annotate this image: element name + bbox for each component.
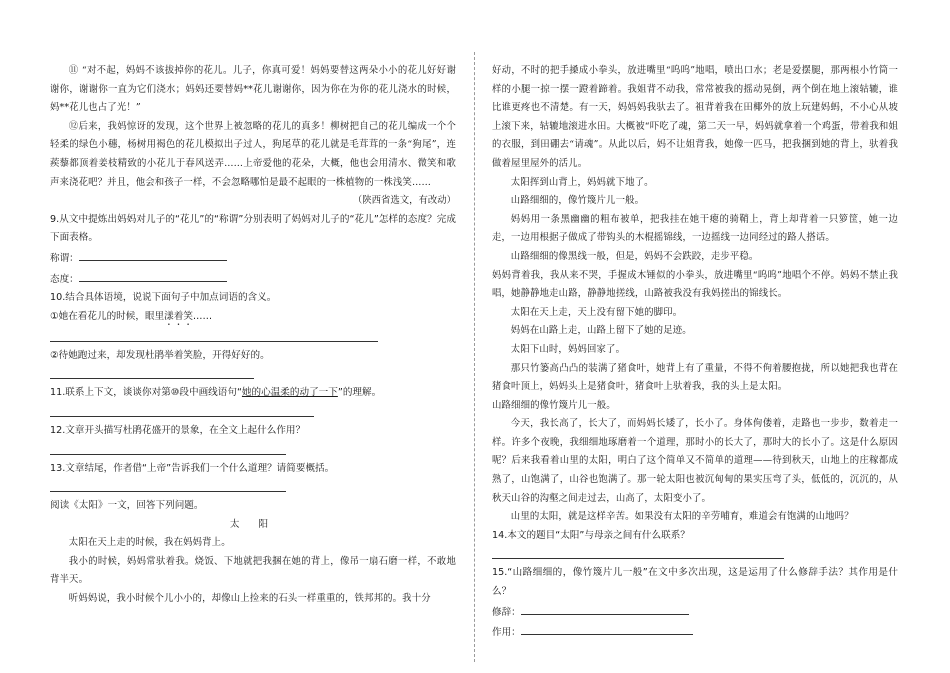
article-para-1: 太阳在天上走的时候，我在妈妈背上。 — [68, 537, 231, 549]
question-9-row-title: 称谓： — [50, 248, 456, 269]
question-9-row-attitude: 态度： — [50, 269, 456, 290]
article-para-2: 我小的时候，妈妈常驮着我。烧饭、下地就把我捆在她的背上，像吊一扇石磨一样，不敢地背半天。 — [50, 555, 456, 586]
underlined-sentence: 她的心温柔的动了一下 — [241, 387, 338, 399]
article-para-15: 今天，我长高了，长大了，而妈妈长矮了，长小了。身体佝偻着，走路也一步步，数着走一样。许多个夜晚，我细细地琢磨着一个道理，那时小的长大了，那时大的长小了。这是什么原因呢？后来我看着山里的太阳，明白了这个简单又不简单的道理——待到秋天，山地上的庄稼都成熟了，山饱满了，山谷也饱满了。那一轮太阳也被沉甸甸的果实压弯了头，低低的，沉沉的，从秋天山谷的沟壑之间走过去，山高了，太阳变小了。 — [492, 418, 898, 504]
answer-line-effect[interactable] — [521, 622, 693, 635]
answer-line-q14[interactable] — [492, 545, 784, 559]
column-divider — [474, 52, 475, 662]
question-12: 12.文章开头描写杜鹃花盛开的景象，在全文上起什么作用？ — [50, 424, 306, 436]
article-para-13: 那只竹篓高凸凸的装满了猪食叶，她背上有了重量，不得不佝着腰抱拢，所以她把我也背在猪食叶顶上，妈妈头上是猪食叶，猪食叶上驮着我，我的头上是太阳。 — [492, 362, 898, 393]
answer-line-rhetoric[interactable] — [521, 602, 689, 615]
question-10-item-2: ②待她跑过来，却发现杜鹃举着笑脸，开得好好的。 — [50, 349, 270, 361]
article-para-8: 山路细细的像黑线一般，但是，妈妈不会跌跤，走步平稳。 — [510, 250, 759, 262]
source-note: （陕西省选文，有改动） — [352, 195, 456, 207]
left-column — [50, 62, 456, 609]
article-para-5: 太阳挥到山背上，妈妈就下地了。 — [510, 176, 654, 188]
article-para-3: 听妈妈说，我小时候个儿小小的，却像山上捡来的石头一样重重的，铁邦邦的。我十分 — [68, 593, 431, 605]
question-10-item-1: ①她在看花儿的时候，眼里漾着笑…… — [50, 310, 213, 322]
question-13: 13.文章结尾，作者借“上帝”告诉我们一个什么道理？请简要概括。 — [50, 462, 335, 474]
article-para-10: 太阳在天上走，天上没有留下她的脚印。 — [510, 306, 683, 318]
answer-line-attitude[interactable] — [79, 269, 227, 282]
answer-line-q12[interactable] — [50, 441, 286, 455]
article-para-9: 妈妈背着我，我从来不哭，手握成木锤似的小拳头，放进嘴里“呜呜”地唱个不停。妈妈不禁止我唱，她静静地走山路，静静地搓线，山路被我没有我妈搓出的锦线长。 — [492, 269, 898, 300]
answer-line-q10-2[interactable] — [50, 365, 254, 379]
answer-line-q10-1[interactable] — [50, 328, 378, 342]
question-15-row-effect: 作用： — [492, 622, 898, 643]
article-para-4: 好动，不时的把手搡成小拳头，放进嘴里“呜呜”地唱，喷出口水；老是爱摆腿，那两根小竹筒一样的小腿一掠一摆一蹬着蹄着。我姐背不动我，常常被我的摇动晃倒，两个倒在地上滚轱辘，谁比谁更疼也不清楚。有一天，妈妈妈我驮去了。祖背着我在田椰外的放上玩建妈蚂，不小心从坡上滚下来，轱辘地滚进水田。大概被“吓吃了魂，第二天一早，妈妈就拿着一个鸡蛋，带着我和姐的衣服，到田硼去“请魂”。从此以后，妈不让姐背我，她像一匹马，把我捆到她的背上，驮着我做着屋里屋外的活儿。 — [492, 65, 898, 169]
question-10: 10.结合具体语境，说说下面句子中加点词语的含义。 — [50, 292, 277, 304]
article-para-11: 妈妈在山路上走，山路上留下了她的足迹。 — [510, 325, 692, 337]
question-15: 15.“山路细细的，像竹篾片儿一般”在文中多次出现，这是运用了什么修辞手法？其作用是什么？ — [492, 567, 898, 598]
question-11: 11.联系上下文，谈谈你对第⑩段中画线语句“她的心温柔的动了一下”的理解。 — [50, 387, 382, 399]
article-title: 太 阳 — [229, 518, 277, 530]
paragraph-11: ⑪ “对不起，妈妈不该拔掉你的花儿。儿子，你真可爱！妈妈要替这两朵小小的花儿好好谢谢你，谢谢你一直为它们浇水；妈妈还要替妈**花儿谢谢你，因为你在为你的花儿浇水的时候，妈**花儿也占了光！” — [50, 65, 456, 114]
article-para-6: 山路细细的，像竹篾片儿一般。 — [510, 195, 645, 207]
paragraph-12: ⑫后来，我妈惊讶的发现，这个世界上被忽略的花儿的真多！柳树把自己的花儿编成一个个轻柔的绿色小穗，杨树用褐色的花儿模拟出子过人，狗尾草的花儿就是毛茸茸的一条“狗尾”，连蒺藜都顶着姜枝精致的小花儿于春风送弄……上帝爱他的花朵，大概，他也会用清水、微笑和歌声来浇花吧？并且，他会和孩子一样，不会忽略哪怕是最不起眼的一株植物的一株浅笑…… — [50, 120, 456, 188]
article-para-12: 太阳下山时，妈妈回家了。 — [510, 343, 626, 355]
dotted-word: 漾着笑 — [164, 310, 193, 322]
right-column — [492, 62, 898, 643]
question-15-row-rhetoric: 修辞： — [492, 602, 898, 623]
article-para-14: 山路细细的像竹篾片儿一般。 — [492, 399, 616, 411]
answer-line-q11[interactable] — [50, 403, 314, 417]
question-9: 9.从文中提炼出妈妈对儿子的“花儿”的“称谓”分别表明了妈妈对儿子的“花儿”怎样的态度？完成下面表格。 — [50, 213, 456, 244]
answer-line-q13[interactable] — [50, 478, 286, 492]
article-para-16: 山里的太阳，就是这样辛苦。如果没有太阳的辛劳哺育，难道会有饱满的山地吗？ — [510, 511, 854, 523]
question-14: 14.本文的题目“太阳”与母亲之间有什么联系？ — [492, 529, 690, 541]
article-para-7: 妈妈用一条黑幽幽的粗布被单，把我挂在她干瘪的骑鞘上，背上却背着一只箩筐，她一边走，一边用根据子做成了带钩头的木棍摇锦线，一边摇线一边同经过的路人搭话。 — [492, 213, 898, 244]
reading-intro: 阅读《太阳》一文，回答下列问题。 — [50, 500, 204, 512]
answer-line-title[interactable] — [79, 248, 227, 261]
